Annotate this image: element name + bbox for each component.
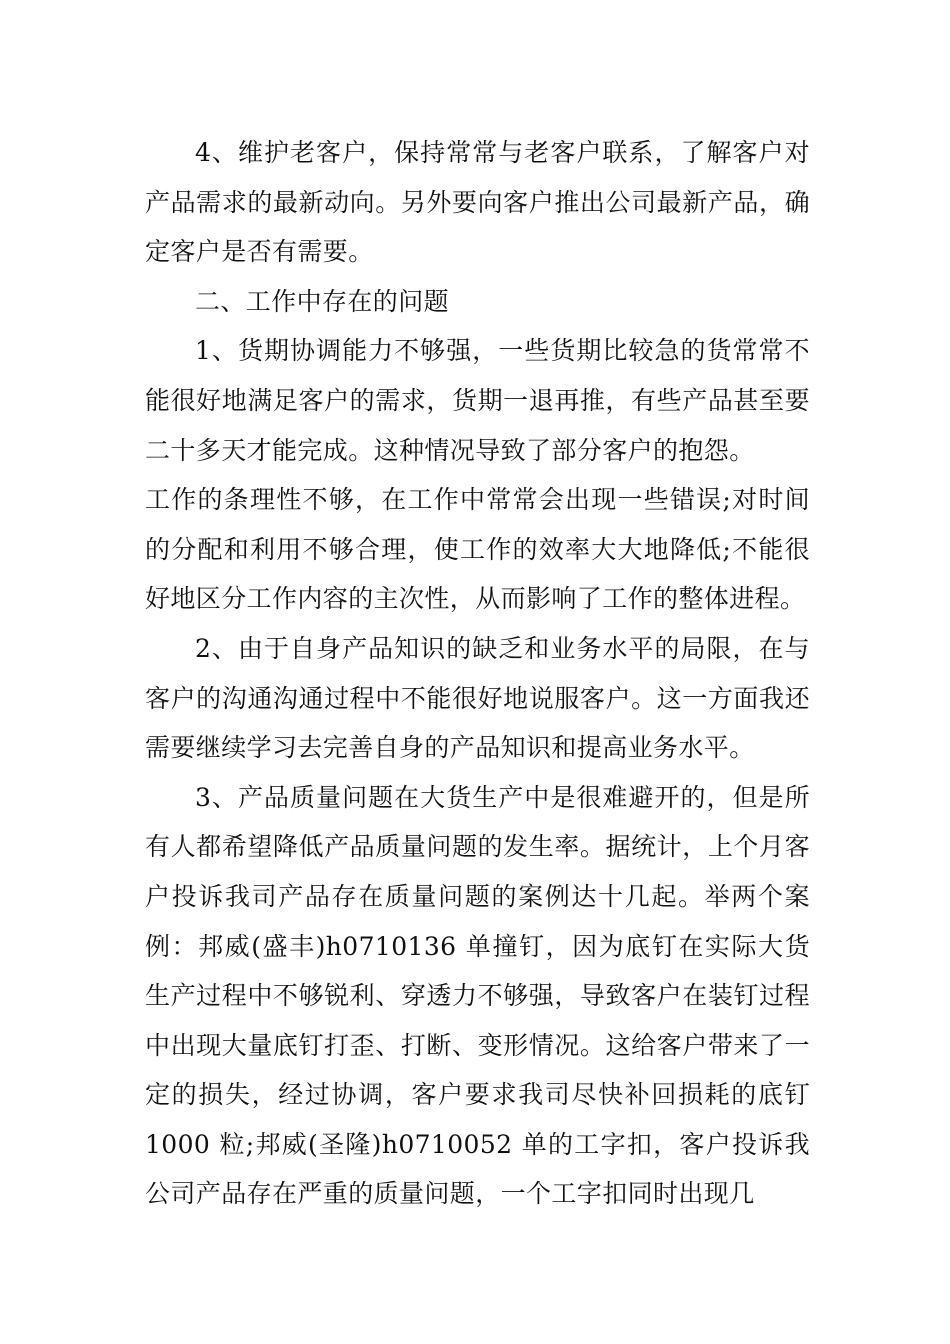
section-heading-problems: 二、工作中存在的问题 — [195, 286, 450, 316]
paragraph-quality-issues: 3、产品质量问题在大货生产中是很难避开的，但是所有人都希望降低产品质量问题的发生率。据统计，上个月客户投诉我司产品存在质量问题的案例达十几起。举两个案例：邦威(盛丰)h0710136 单撞钉，因为底钉在实际大货生产过程中不够锐利、穿透力不够强，导致客户在装钉过程中出现大量底钉打歪、打断、变形情况。这给客户带来了一定的损失，经过协调，客户要求我司尽快补回损耗的底钉 1000 粒;邦威(圣隆)h0710052 单的工字扣，客户投诉我公司产品存在严重的质量问题，一个工字扣同时出现几 — [145, 782, 810, 1209]
paragraph-product-knowledge: 2、由于自身产品知识的缺乏和业务水平的局限，在与客户的沟通沟通过程中不能很好地说服客户。这一方面我还需要继续学习去完善自身的产品知识和提高业务水平。 — [145, 633, 810, 763]
document-body — [145, 128, 810, 1219]
paragraph-delivery-coordination: 1、货期协调能力不够强，一些货期比较急的货常常不能很好地满足客户的需求，货期一退再推，有些产品甚至要二十多天才能完成。这种情况导致了部分客户的抱怨。 — [145, 336, 810, 465]
paragraph-work-organization: 工作的条理性不够，在工作中常常会出现一些错误;对时间的分配和利用不够合理，使工作的效率大大地降低;不能很好地区分工作内容的主次性，从而影响了工作的整体进程。 — [145, 485, 810, 614]
paragraph-maintain-customers: 4、维护老客户，保持常常与老客户联系，了解客户对产品需求的最新动向。另外要向客户推出公司最新产品，确定客户是否有需要。 — [145, 138, 810, 267]
